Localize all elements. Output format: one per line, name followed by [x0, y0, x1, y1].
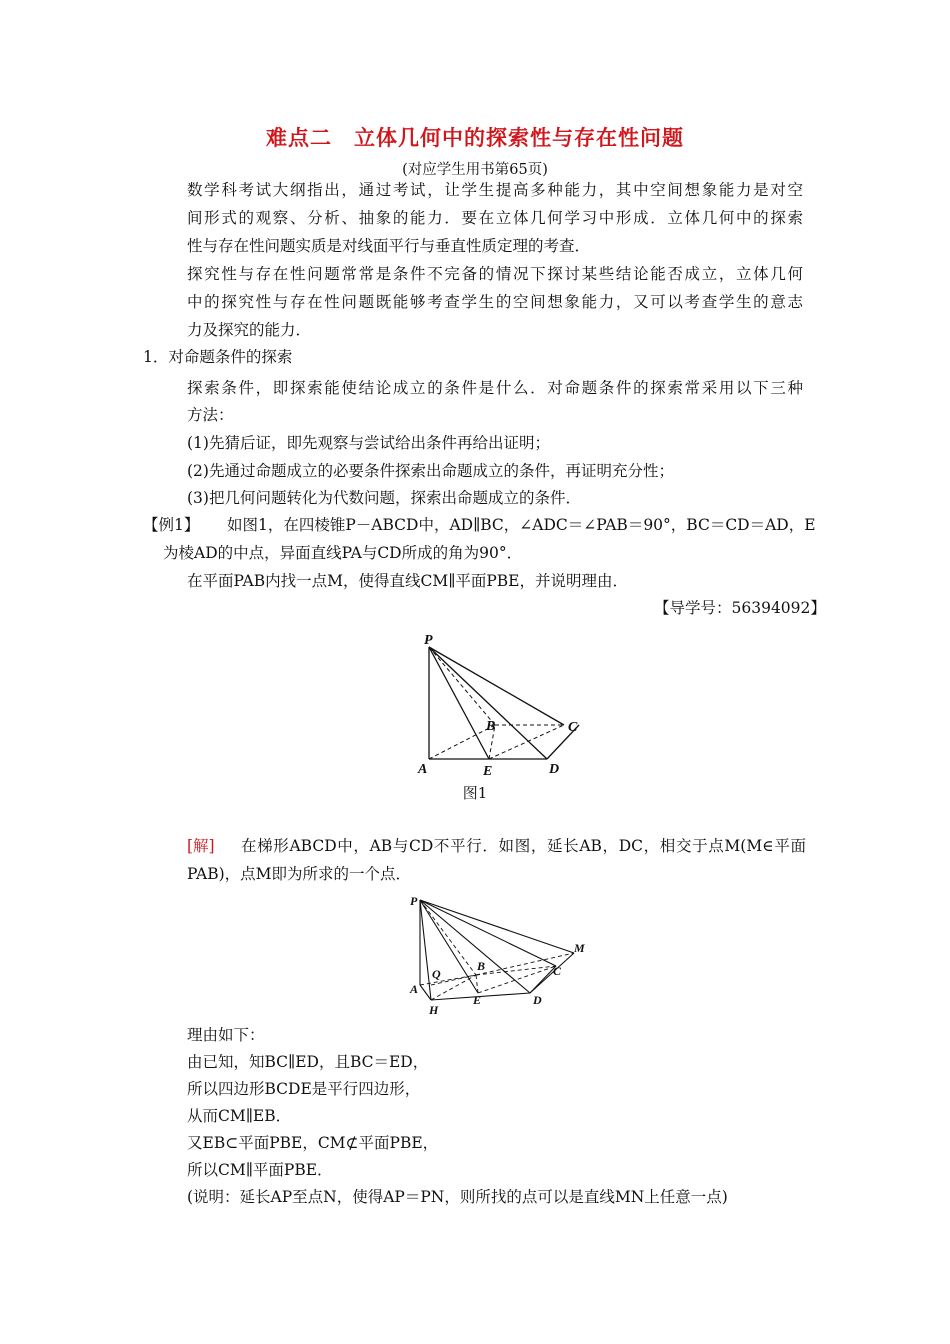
intro-line: 性与存在性问题实质是对线面平行与垂直性质定理的考查． [187, 237, 591, 255]
example-question: 在平面PAB内找一点M，使得直线CM∥平面PBE，并说明理由． [187, 572, 628, 590]
intro-line: 间形式的观察、分析、抽象的能力．要在立体几何学习中形成．立体几何中的探索 [187, 209, 803, 227]
vertex-label-d: D [549, 762, 560, 777]
vertex-label-h: H [429, 1003, 439, 1017]
vertex-label-q: Q [432, 967, 441, 981]
section-line: (2)先通过命题成立的必要条件探索出命题成立的条件，再证明充分性； [187, 462, 674, 480]
vertex-label-e: E [483, 764, 493, 779]
intro-line: 数学科考试大纲指出，通过考试，让学生提高多种能力，其中空间想象能力是对空 [187, 181, 803, 199]
reason-line: 又EB⊂平面PBE，CM⊄平面PBE， [187, 1134, 439, 1152]
example-text: 如图1，在四棱锥P－ABCD中，AD∥BC，∠ADC＝∠PAB＝90°，BC＝CD＝AD，E [227, 516, 816, 534]
solution-text: 在梯形ABCD中，AB与CD不平行．如图，延长AB，DC，相交于点M(M∈平面 [241, 837, 806, 855]
reason-line: 从而CM∥EB． [187, 1107, 292, 1125]
example-reference: 【导学号：56394092】 [654, 599, 826, 617]
vertex-label-b: B [477, 959, 486, 973]
vertex-label-m: M [574, 941, 585, 955]
solution-text: PAB)，点M即为所求的一个点． [187, 865, 412, 883]
intro-line: 中的探究性与存在性问题既能够考查学生的空间想象能力，又可以考查学生的意志 [187, 293, 803, 311]
section-line: (1)先猜后证，即先观察与尝试给出条件再给出证明； [187, 434, 550, 452]
example-text: 为棱AD的中点，异面直线PA与CD所成的角为90°． [163, 544, 523, 562]
intro-line: 探究性与存在性问题常常是条件不完备的情况下探讨某些结论能否成立，立体几何 [187, 265, 803, 283]
reason-note: (说明：延长AP至点N，使得AP＝PN，则所找的点可以是直线MN上任意一点) [187, 1188, 728, 1206]
intro-line: 力及探究的能力． [187, 321, 312, 339]
section-heading: 1．对命题条件的探索 [143, 348, 293, 366]
vertex-label-p: P [410, 894, 418, 908]
vertex-label-b: B [486, 719, 496, 734]
reason-line: 所以四边形BCDE是平行四边形， [187, 1080, 421, 1098]
page-title: 难点二 立体几何中的探索性与存在性问题 [266, 126, 684, 150]
reason-line: 由已知，知BC∥ED，且BC＝ED， [187, 1053, 429, 1071]
vertex-label-a: A [410, 982, 419, 996]
vertex-label-a: A [418, 762, 428, 777]
page-subtitle: (对应学生用书第65页) [402, 162, 548, 178]
example-tag: 【例1】 [143, 516, 200, 534]
solution-tag: [解] [187, 837, 215, 855]
reason-line: 所以CM∥平面PBE． [187, 1161, 333, 1179]
section-line: (3)把几何问题转化为代数问题，探索出命题成立的条件． [187, 489, 581, 507]
vertex-label-p: P [424, 633, 433, 648]
vertex-label-c: C [553, 964, 562, 978]
section-line: 探索条件，即探索能使结论成立的条件是什么．对命题条件的探索常采用以下三种 [187, 379, 803, 397]
reason-line: 理由如下： [187, 1026, 265, 1044]
vertex-label-e: E [473, 993, 482, 1007]
section-line: 方法： [187, 406, 234, 424]
vertex-label-c: C [568, 720, 578, 735]
vertex-label-d: D [533, 993, 542, 1007]
figure-1-caption: 图1 [462, 784, 488, 802]
